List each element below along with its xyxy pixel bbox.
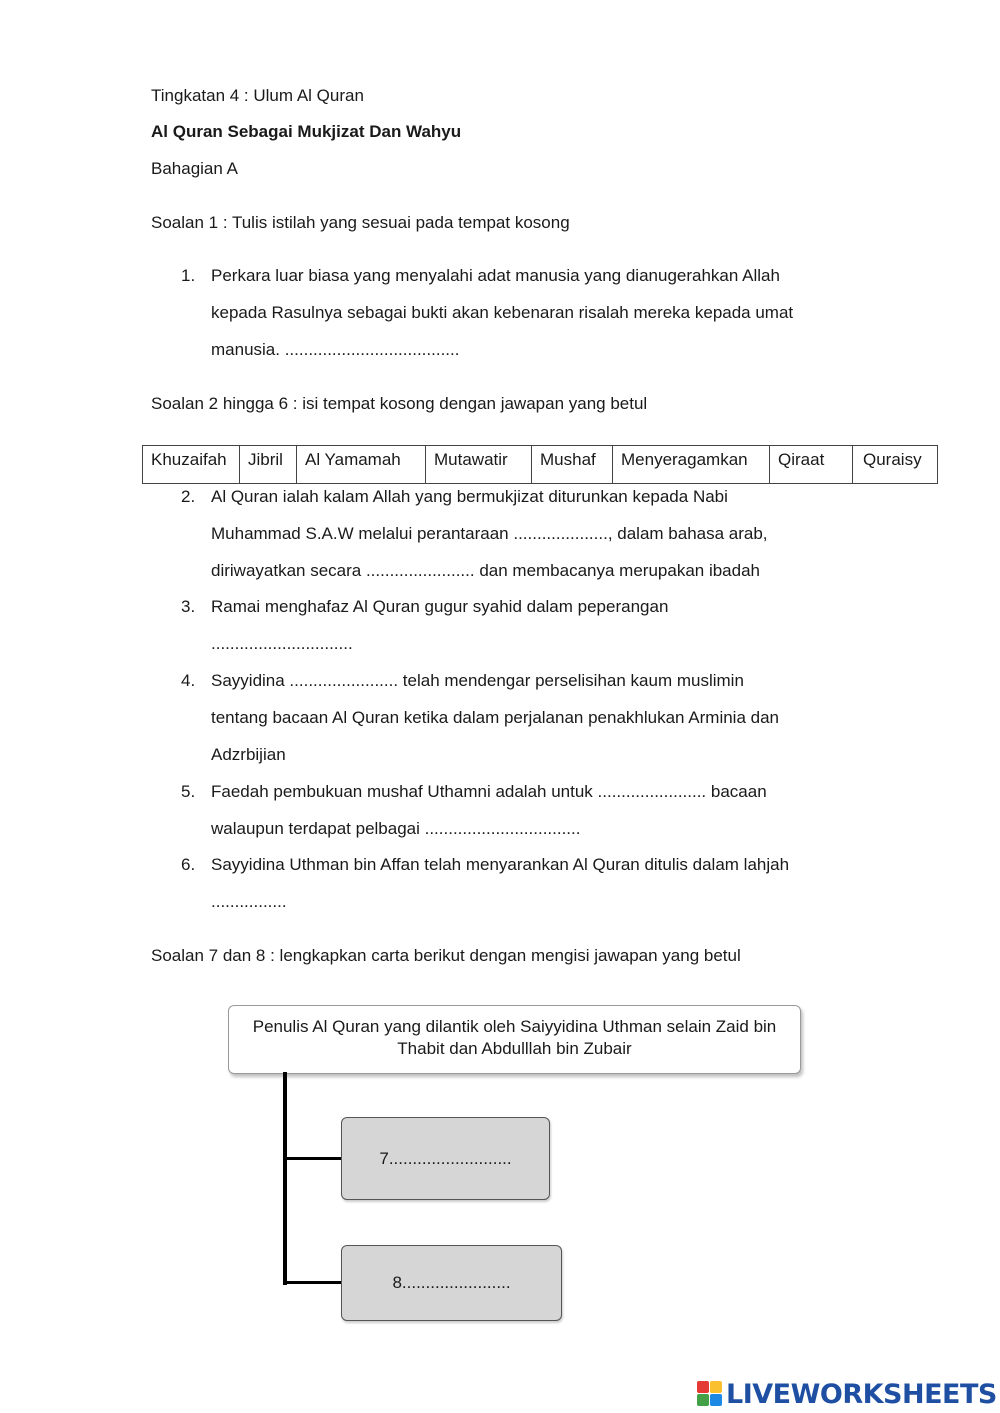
- question-text-line: Al Quran ialah kalam Allah yang bermukjizat diturunkan kepada Nabi: [211, 487, 728, 506]
- question-text-line[interactable]: walaupun terdapat pelbagai .................................: [211, 819, 581, 838]
- answer-7-text: 7..........................: [379, 1148, 512, 1168]
- subject-line: Tingkatan 4 : Ulum Al Quran: [151, 86, 364, 105]
- chart-root-box: [228, 1005, 801, 1074]
- answer-blank-line[interactable]: ................: [211, 892, 287, 911]
- question-text-line: kepada Rasulnya sebagai bukti akan kebenaran risalah mereka kepada umat: [211, 303, 794, 322]
- word-bank-cell: Khuzaifah: [143, 446, 240, 484]
- word-bank-cell: Menyeragamkan: [613, 446, 770, 484]
- question-number: 5.: [181, 782, 196, 801]
- section-label: Bahagian A: [151, 159, 238, 178]
- soalan2-6-instruction: Soalan 2 hingga 6 : isi tempat kosong dengan jawapan yang betul: [151, 394, 648, 413]
- question-text-line[interactable]: Faedah pembukuan mushaf Uthamni adalah untuk ....................... bacaan: [211, 782, 767, 801]
- question-text-line: Perkara luar biasa yang menyalahi adat manusia yang dianugerahkan Allah: [211, 266, 780, 285]
- question-text-line[interactable]: Sayyidina ....................... telah mendengar perselisihan kaum muslimin: [211, 671, 744, 690]
- question-text-line: Adzrbijian: [211, 745, 286, 764]
- question-text-line[interactable]: Muhammad S.A.W melalui perantaraan ...................., dalam bahasa arab,: [211, 524, 768, 543]
- question-text-line[interactable]: diriwayatkan secara ....................... dan membacanya merupakan ibadah: [211, 561, 760, 580]
- chart-connector-branch: [283, 1281, 342, 1284]
- answer-8-text: 8.......................: [392, 1273, 511, 1292]
- question-number: 1.: [181, 266, 196, 285]
- question-text-line: Sayyidina Uthman bin Affan telah menyarankan Al Quran ditulis dalam lahjah: [211, 855, 790, 874]
- answer-8-box[interactable]: [341, 1245, 562, 1321]
- answer-blank-line[interactable]: manusia. .....................................: [211, 340, 460, 359]
- word-bank-table: [142, 445, 938, 484]
- word-bank-cell: Qiraat: [770, 446, 853, 484]
- question-number: 2.: [181, 487, 196, 506]
- word-bank-cell: Quraisy: [853, 446, 938, 484]
- chart-root-text-line: Penulis Al Quran yang dilantik oleh Saiyyidina Uthman selain Zaid bin: [252, 1017, 777, 1036]
- word-bank-cell: Al Yamamah: [297, 446, 426, 484]
- soalan7-8-instruction: Soalan 7 dan 8 : lengkapkan carta berikut dengan mengisi jawapan yang betul: [151, 946, 741, 965]
- liveworksheets-logo[interactable]: [697, 1376, 997, 1412]
- answer-7-box[interactable]: [341, 1117, 550, 1200]
- question-number: 4.: [181, 671, 196, 690]
- question-text-line: Ramai menghafaz Al Quran gugur syahid dalam peperangan: [211, 597, 669, 616]
- word-bank-cell: Jibril: [240, 446, 297, 484]
- liveworksheets-icon: [697, 1381, 723, 1407]
- liveworksheets-wordmark: LIVEWORKSHEETS: [726, 1378, 997, 1410]
- soalan1-instruction: Soalan 1 : Tulis istilah yang sesuai pada tempat kosong: [151, 213, 570, 232]
- question-text-line: tentang bacaan Al Quran ketika dalam perjalanan penakhlukan Arminia dan: [211, 708, 779, 727]
- chart-connector-vertical: [283, 1072, 287, 1285]
- question-number: 6.: [181, 855, 196, 874]
- question-number: 3.: [181, 597, 196, 616]
- answer-blank-line[interactable]: ..............................: [211, 634, 353, 653]
- chart-root-text-line: Thabit dan Abdulllah bin Zubair: [397, 1039, 632, 1058]
- worksheet-title: Al Quran Sebagai Mukjizat Dan Wahyu: [151, 122, 462, 141]
- word-bank-cell: Mushaf: [532, 446, 613, 484]
- word-bank-cell: Mutawatir: [426, 446, 532, 484]
- chart-connector-branch: [283, 1157, 342, 1160]
